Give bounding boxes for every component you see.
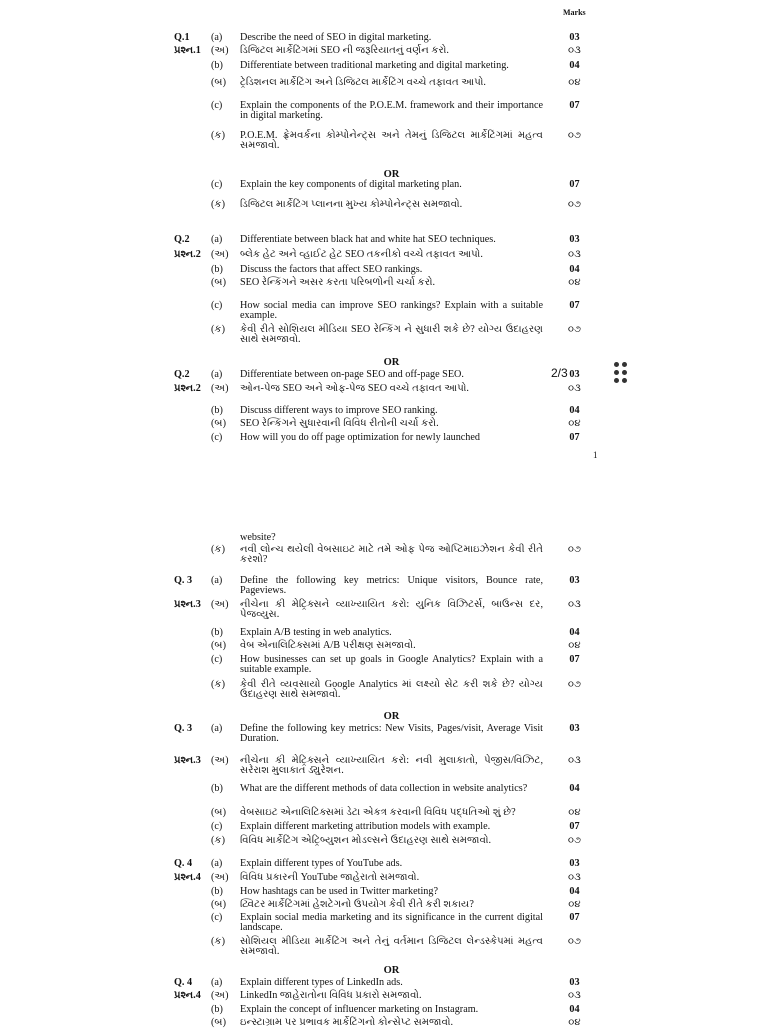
question-text: Explain different types of LinkedIn ads. — [240, 977, 403, 988]
question-text: ડિજિટલ માર્કેટિંગમાં SEO ની જરૂરિયાતનું વર્ણન કરો. — [240, 45, 449, 56]
question-number: Q. 4 — [174, 858, 193, 869]
question-text: SEO રેન્કિંગને સુધારવાની વિવિધ રીતોની ચર્ચા કરો. — [240, 418, 439, 429]
sub-question-label: (b) — [211, 783, 223, 794]
marks-value: 04 — [569, 405, 580, 416]
or-separator: OR — [383, 965, 400, 976]
question-text: Discuss the factors that affect SEO rankings. — [240, 264, 423, 275]
marks-value: 03 — [569, 977, 580, 988]
marks-value: 03 — [569, 858, 580, 869]
sub-question-label: (c) — [211, 821, 223, 832]
marks-value: 03 — [569, 723, 580, 734]
sub-question-label: (અ) — [211, 383, 229, 394]
question-text: સોશિયલ મીડિયા માર્કેટિંગ અને તેનું વર્તમાન ડિજિટલ લેન્ડસ્કેપમાં મહત્વ સમજાવો. — [240, 936, 543, 957]
marks-column-header: Marks — [563, 8, 586, 17]
sub-question-label: (a) — [211, 32, 223, 43]
question-text: Define the following key metrics: Unique visitors, Bounce rate, Pageviews. — [240, 575, 543, 596]
sub-question-label: (b) — [211, 627, 223, 638]
sub-question-label: (અ) — [211, 45, 229, 56]
question-text: ઓન-પેજ SEO અને ઓફ-પેજ SEO વચ્ચે તફાવત આપો. — [240, 383, 469, 394]
sub-question-label: (c) — [211, 179, 223, 190]
marks-value: 04 — [569, 783, 580, 794]
sub-question-label: (બ) — [211, 899, 226, 910]
sub-question-label: (a) — [211, 723, 223, 734]
sub-question-label: (a) — [211, 575, 223, 586]
sub-question-label: (અ) — [211, 755, 229, 766]
question-text: કેવી રીતે સોશિયલ મીડિયા SEO રેન્કિંગ ને સુધારી શકે છે? યોગ્ય ઉદાહરણ સાથે સમજાવો. — [240, 324, 543, 345]
question-number: પ્રશ્ન.2 — [174, 249, 201, 260]
or-separator: OR — [383, 169, 400, 180]
sub-question-label: (b) — [211, 60, 223, 71]
question-text: વેબસાઇટ એનાલિટિક્સમાં ડેટા એકત્ર કરવાની વિવિધ પદ્ધતિઓ શું છે? — [240, 807, 516, 818]
sub-question-label: (ક) — [211, 679, 225, 690]
marks-value: 03 — [569, 575, 580, 586]
question-text: Differentiate between on-page SEO and off-page SEO. — [240, 369, 464, 380]
marks-value: 03 — [569, 32, 580, 43]
marks-value: ૦૩ — [568, 599, 581, 610]
marks-value: ૦૭ — [567, 835, 582, 846]
question-number: Q.1 — [174, 32, 190, 43]
question-text: Define the following key metrics: New Visits, Pages/visit, Average Visit Duration. — [240, 723, 543, 744]
question-text: How will you do off page optimization for newly launched — [240, 432, 481, 443]
sub-question-label: (ક) — [211, 130, 225, 141]
question-text: Explain the components of the P.O.E.M. framework and their importance in digital marketing. — [240, 100, 543, 121]
marks-value: ૦૩ — [568, 249, 581, 260]
question-text: નીચેના કી મેટ્રિક્સને વ્યાખ્યાયિત કરો: યુનિક વિઝિટર્સ, બાઉન્સ દર, પેજવ્યુસ. — [240, 599, 543, 620]
sub-question-label: (બ) — [211, 277, 226, 288]
sub-question-label: (a) — [211, 234, 223, 245]
sub-question-label: (બ) — [211, 640, 226, 651]
question-text: Explain social media marketing and its significance in the current digital landscape. — [240, 912, 543, 933]
marks-value: ૦૩ — [568, 45, 581, 56]
question-text: What are the different methods of data collection in website analytics? — [240, 783, 528, 794]
question-number: Q. 3 — [174, 723, 193, 734]
marks-value: ૦૪ — [568, 640, 581, 651]
question-number: પ્રશ્ન.1 — [174, 45, 201, 56]
question-text: ડિજિટલ માર્કેટિંગ પ્લાનના મુખ્ય કોમ્પોનેન્ટ્સ સમજાવો. — [240, 199, 463, 210]
sub-question-label: (b) — [211, 1004, 223, 1015]
question-text: Explain A/B testing in web analytics. — [240, 627, 392, 638]
question-text: વિવિધ માર્કેટિંગ એટ્રિબ્યુશન મોડલ્સને ઉદાહરણ સાથે સમજાવો. — [240, 835, 492, 846]
marks-value: ૦૩ — [568, 383, 581, 394]
sub-question-label: (b) — [211, 405, 223, 416]
marks-value: 07 — [569, 100, 580, 111]
sub-question-label: (અ) — [211, 249, 229, 260]
question-text: ટ્રેડિશનલ માર્કેટિંગ અને ડિજિટલ માર્કેટિંગ વચ્ચે તફાવત આપો. — [240, 77, 486, 88]
question-text: Describe the need of SEO in digital marketing. — [240, 32, 432, 43]
question-text: SEO રેન્કિંગને અસર કરતા પરિબળોની ચર્ચા કરો. — [240, 277, 436, 288]
marks-value: ૦૭ — [567, 324, 582, 335]
sub-question-label: (ક) — [211, 324, 225, 335]
question-text: Explain different types of YouTube ads. — [240, 858, 403, 869]
marks-value: 04 — [569, 886, 580, 897]
marks-value: ૦૪ — [568, 1017, 581, 1028]
question-number: Q.2 — [174, 369, 190, 380]
question-text: Differentiate between black hat and white hat SEO techniques. — [240, 234, 496, 245]
question-text: નવી લોન્ચ થયેલી વેબસાઇટ માટે તમે ઓફ પેજ ઓપ્ટિમાઇઝેશન કેવી રીતે કરશો? — [240, 544, 543, 565]
page-footer-number: 1 — [593, 450, 598, 460]
question-number: પ્રશ્ન.3 — [174, 755, 201, 766]
sub-question-label: (a) — [211, 369, 223, 380]
marks-value: 04 — [569, 1004, 580, 1015]
marks-value: 04 — [569, 60, 580, 71]
sub-question-label: (b) — [211, 264, 223, 275]
marks-value: 04 — [569, 264, 580, 275]
question-text: ટ્વિટર માર્કેટિંગમાં હેશટેગનો ઉપયોગ કેવી રીતે કરી શકાય? — [240, 899, 474, 910]
marks-value: ૦૪ — [568, 807, 581, 818]
sub-question-label: (c) — [211, 300, 223, 311]
more-dots-icon[interactable] — [614, 362, 627, 383]
question-text: ઇન્સ્ટાગ્રામ પર પ્રભાવક માર્કેટિંગનો કોન્સેપ્ટ સમજાવો. — [240, 1017, 454, 1028]
question-text: How hashtags can be used in Twitter marketing? — [240, 886, 438, 897]
marks-value: 07 — [569, 300, 580, 311]
sub-question-label: (બ) — [211, 77, 226, 88]
marks-value: ૦૪ — [568, 77, 581, 88]
marks-value: ૦૭ — [567, 679, 582, 690]
question-text: Explain the key components of digital marketing plan. — [240, 179, 462, 190]
sub-question-label: (ક) — [211, 199, 225, 210]
or-separator: OR — [383, 711, 400, 722]
question-number: Q. 4 — [174, 977, 193, 988]
marks-value: ૦૩ — [568, 990, 581, 1001]
sub-question-label: (ક) — [211, 936, 225, 947]
sub-question-label: (અ) — [211, 599, 229, 610]
marks-value: ૦૭ — [567, 130, 582, 141]
marks-value: ૦૪ — [568, 418, 581, 429]
sub-question-label: (ક) — [211, 835, 225, 846]
question-number: પ્રશ્ન.4 — [174, 872, 201, 883]
question-text: Explain the concept of influencer marketing on Instagram. — [240, 1004, 479, 1015]
sub-question-label: (c) — [211, 432, 223, 443]
or-separator: OR — [383, 357, 400, 368]
marks-value: 07 — [569, 654, 580, 665]
marks-value: ૦૭ — [567, 544, 582, 555]
question-text: વેબ એનાલિટિક્સમાં A/B પરીક્ષણ સમજાવો. — [240, 640, 416, 651]
marks-value: 03 — [569, 369, 580, 380]
marks-value: 07 — [569, 179, 580, 190]
question-text: P.O.E.M. ફ્રેમવર્કના કોમ્પોનેન્ટ્સ અને તેમનું ડિજિટલ માર્કેટિંગમાં મહત્વ સમજાવો. — [240, 130, 543, 151]
sub-question-label: (c) — [211, 100, 223, 111]
sub-question-label: (ક) — [211, 544, 225, 555]
marks-value: 04 — [569, 627, 580, 638]
marks-value: 07 — [569, 821, 580, 832]
marks-value: 07 — [569, 912, 580, 923]
sub-question-label: (અ) — [211, 872, 229, 883]
sub-question-label: (a) — [211, 858, 223, 869]
question-text: LinkedIn જાહેરાતોના વિવિધ પ્રકારો સમજાવો. — [240, 990, 422, 1001]
sub-question-label: (બ) — [211, 1017, 226, 1028]
marks-value: 07 — [569, 432, 580, 443]
question-text: How businesses can set up goals in Google Analytics? Explain with a suitable example. — [240, 654, 543, 675]
question-number: Q. 3 — [174, 575, 193, 586]
sub-question-label: (b) — [211, 886, 223, 897]
sub-question-label: (c) — [211, 654, 223, 665]
question-text: કેવી રીતે વ્યવસાયો Google Analytics માં લક્ષ્યો સેટ કરી શકે છે? યોગ્ય ઉદાહરણ સાથે સમજાવો. — [240, 679, 543, 700]
question-text: website? — [240, 532, 276, 543]
marks-value: ૦૭ — [567, 936, 582, 947]
sub-question-label: (બ) — [211, 418, 226, 429]
sub-question-label: (c) — [211, 912, 223, 923]
question-number: પ્રશ્ન.2 — [174, 383, 201, 394]
question-number: Q.2 — [174, 234, 190, 245]
question-text: Differentiate between traditional marketing and digital marketing. — [240, 60, 509, 71]
question-text: How social media can improve SEO rankings? Explain with a suitable example. — [240, 300, 543, 321]
marks-value: ૦૩ — [568, 755, 581, 766]
question-text: Discuss different ways to improve SEO ranking. — [240, 405, 438, 416]
question-text: નીચેના કી મેટ્રિક્સને વ્યાખ્યાયિત કરો: નવી મુલાકાતો, પેજીસ/વિઝિટ, સરેરાશ મુલાકાત ડ્યુરેશન. — [240, 755, 543, 776]
page-indicator: 2/3 — [551, 366, 568, 380]
question-text: બ્લેક હેટ અને વ્હાઈટ હેટ SEO તકનીકો વચ્ચે તફાવત આપો. — [240, 249, 483, 260]
marks-value: ૦૭ — [567, 199, 582, 210]
question-number: પ્રશ્ન.4 — [174, 990, 201, 1001]
question-number: પ્રશ્ન.3 — [174, 599, 201, 610]
marks-value: ૦૩ — [568, 872, 581, 883]
marks-value: 03 — [569, 234, 580, 245]
sub-question-label: (બ) — [211, 807, 226, 818]
sub-question-label: (a) — [211, 977, 223, 988]
sub-question-label: (અ) — [211, 990, 229, 1001]
question-text: Explain different marketing attribution models with example. — [240, 821, 491, 832]
question-text: વિવિધ પ્રકારની YouTube જાહેરાતો સમજાવો. — [240, 872, 420, 883]
marks-value: ૦૪ — [568, 277, 581, 288]
marks-value: ૦૪ — [568, 899, 581, 910]
